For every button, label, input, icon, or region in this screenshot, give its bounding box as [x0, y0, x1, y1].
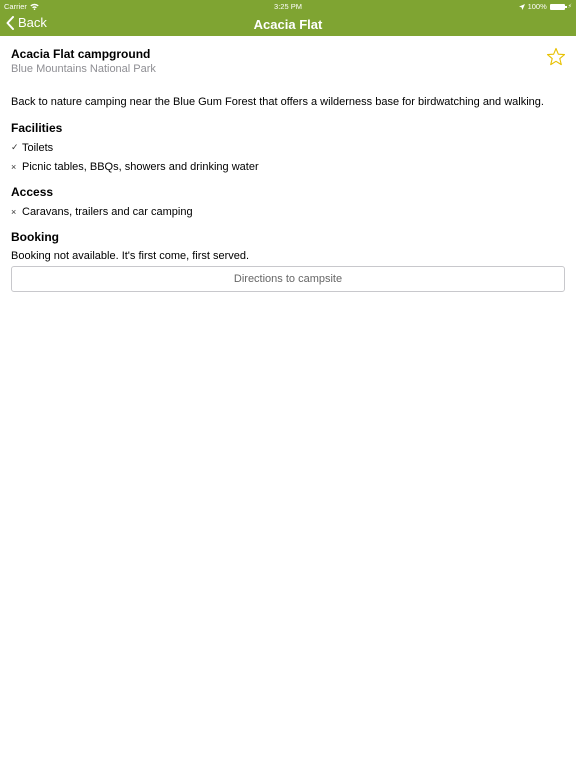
- directions-button[interactable]: Directions to campsite: [11, 266, 565, 292]
- cross-icon: ×: [11, 206, 17, 217]
- access-item: [11, 205, 565, 218]
- battery-percent: 100%: [527, 2, 547, 11]
- battery-icon: [550, 4, 565, 10]
- access-heading: Access: [11, 185, 54, 199]
- facilities-heading: Facilities: [11, 121, 63, 135]
- access-label: Caravans, trailers and car camping: [22, 205, 193, 218]
- facility-item: [11, 141, 565, 154]
- status-time: 3:25 PM: [274, 2, 302, 11]
- carrier-label: Carrier: [4, 2, 27, 11]
- status-bar: [0, 0, 576, 12]
- back-button[interactable]: [6, 15, 47, 30]
- status-right: [519, 2, 572, 11]
- navigation-bar: [0, 12, 576, 36]
- chevron-left-icon: [6, 16, 14, 30]
- campsite-details: [11, 47, 565, 262]
- campsite-description: Back to nature camping near the Blue Gum Forest that offers a wilderness base for birdwatching and walking.: [11, 96, 544, 108]
- back-label: Back: [18, 15, 47, 30]
- facility-label: Picnic tables, BBQs, showers and drinking water: [22, 160, 259, 173]
- check-icon: ✓: [11, 142, 19, 152]
- star-outline-icon[interactable]: [546, 47, 566, 67]
- location-arrow-icon: [519, 4, 525, 10]
- page-title: Acacia Flat: [253, 17, 323, 32]
- booking-info: Booking not available. It's first come, first served.: [11, 250, 250, 262]
- facility-item: [11, 160, 565, 173]
- campsite-title: Acacia Flat campground: [11, 47, 151, 61]
- charging-icon: ⚡: [567, 4, 572, 10]
- booking-heading: Booking: [11, 230, 59, 244]
- park-name: Blue Mountains National Park: [11, 63, 156, 75]
- facility-label: Toilets: [22, 141, 54, 154]
- cross-icon: ×: [11, 161, 17, 172]
